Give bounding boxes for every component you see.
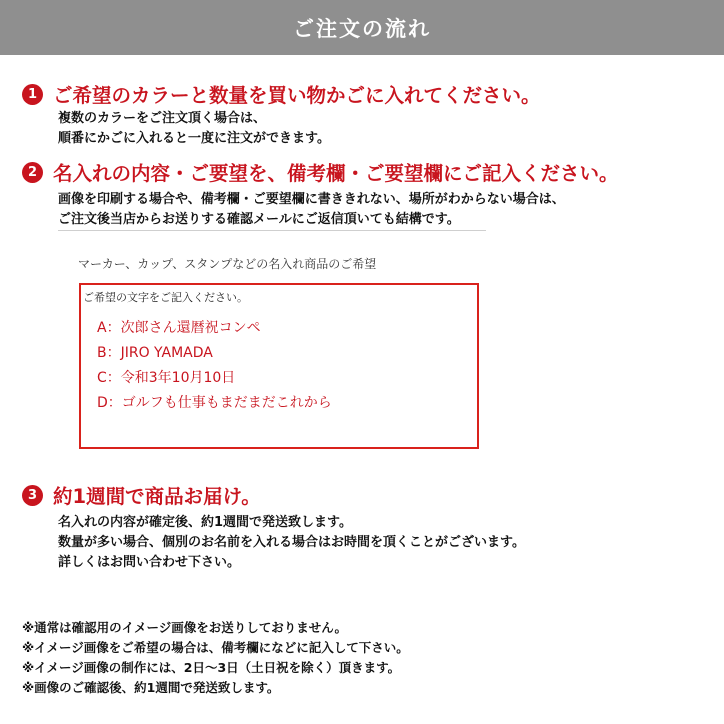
step-3-title xyxy=(22,481,261,509)
notes-section xyxy=(22,618,409,698)
form-field-label: マーカー、カップ、スタンプなどの名入れ商品のご希望 xyxy=(78,257,377,271)
step-3-number-badge: 3 xyxy=(22,485,43,506)
step-3-heading: 約1週間で商品お届け。 xyxy=(53,485,261,508)
step-1-title xyxy=(22,80,541,108)
page-title: ご注文の流れ xyxy=(293,16,431,41)
step-2-heading: 名入れの内容・ご要望を、備考欄・ご要望欄にご記入ください。 xyxy=(53,162,619,185)
page-header xyxy=(0,0,724,55)
step-3-line: 詳しくはお問い合わせ下さい。 xyxy=(58,555,241,570)
note-line: ※画像のご確認後、約1週間で発送致します。 xyxy=(22,680,280,695)
step-2-line: 画像を印刷する場合や、備考欄・ご要望欄に書ききれない、場所がわからない場合は、 xyxy=(58,192,565,207)
step-2-number-badge: 2 xyxy=(22,162,43,183)
step-1-line: 複数のカラーをご注文頂く場合は、 xyxy=(58,111,267,126)
form-textarea-hint: ご希望の文字をご記入ください。 xyxy=(83,291,248,304)
note-line: ※通常は確認用のイメージ画像をお送りしておりません。 xyxy=(22,620,348,635)
form-entry-b: B：JIRO YAMADA xyxy=(97,345,213,361)
step-2-title xyxy=(22,158,619,186)
note-line: ※イメージ画像をご希望の場合は、備考欄になどに記入して下さい。 xyxy=(22,640,409,655)
form-entry-a: A：次郎さん還暦祝コンペ xyxy=(97,320,261,336)
step-3-line: 数量が多い場合、個別のお名前を入れる場合はお時間を頂くことがございます。 xyxy=(58,535,525,550)
step-3-description xyxy=(58,513,525,573)
step-3-line: 名入れの内容が確定後、約1週間で発送致します。 xyxy=(58,515,353,530)
form-textarea-example xyxy=(79,283,479,449)
step-2-line: ご注文後当店からお送りする確認メールにご返信頂いても結構です。 xyxy=(58,212,460,227)
step-1-description xyxy=(58,109,330,149)
step-1-line: 順番にかごに入れると一度に注文ができます。 xyxy=(58,131,330,146)
form-entry-d: D：ゴルフも仕事もまだまだこれから xyxy=(97,395,332,411)
step-2-description xyxy=(58,190,565,230)
step-1-heading: ご希望のカラーと数量を買い物かごに入れてください。 xyxy=(53,84,541,107)
form-entry-c: C：令和3年10月10日 xyxy=(97,370,236,386)
step-1-number-badge: 1 xyxy=(22,84,43,105)
note-line: ※イメージ画像の制作には、2日～3日（土日祝を除く）頂きます。 xyxy=(22,660,401,675)
